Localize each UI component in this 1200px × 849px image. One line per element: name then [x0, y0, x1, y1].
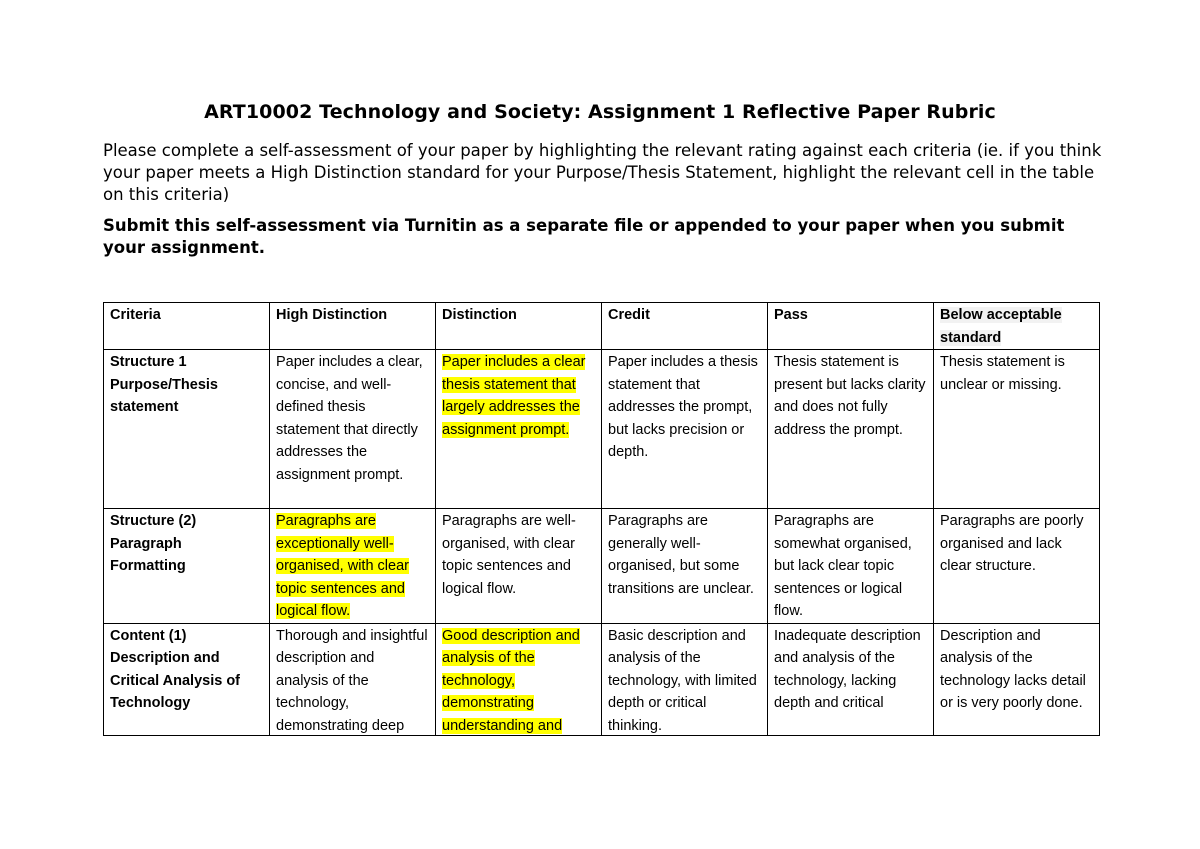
criterion-line: Content (1): [110, 627, 187, 644]
criterion-line: Technology: [110, 695, 191, 711]
criterion-cell: [104, 509, 270, 624]
table-header-row: [104, 303, 1100, 350]
rating-cell[interactable]: [768, 509, 934, 624]
table-row: [104, 350, 1100, 509]
rating-cell[interactable]: [768, 350, 934, 509]
rating-cell-highlighted[interactable]: [270, 509, 436, 624]
criterion-line: Structure (2): [110, 513, 197, 529]
document-title: ART10002 Technology and Society: Assignment 1 Reflective Paper Rubric: [204, 101, 996, 123]
rating-cell-highlighted[interactable]: [436, 623, 602, 735]
rating-cell[interactable]: [270, 623, 436, 735]
rating-text: Good description and analysis of the technology, demonstrating understanding and: [442, 627, 580, 734]
rating-cell[interactable]: [602, 623, 768, 735]
criterion-line: Purpose/Thesis: [110, 376, 218, 393]
header-credit: Credit: [602, 303, 768, 350]
intro-paragraph: Please complete a self-assessment of your paper by highlighting the relevant rating against each criteria (ie. if you think your paper meets a High Distinction standard for your Purpose/Thesis Statement, highlight the relevant cell in the table on this criteria): [103, 141, 1102, 204]
rating-text: Paragraphs are somewhat organised, but lack clear topic sentences or logical flow.: [774, 513, 912, 619]
criterion-line: Structure 1: [110, 354, 187, 370]
rating-text: Thesis statement is present but lacks clarity and does not fully address the prompt.: [774, 354, 926, 438]
rating-text: Paper includes a clear thesis statement that largely addresses the assignment prompt.: [442, 354, 586, 438]
rating-text: Thesis statement is unclear or missing.: [940, 354, 1065, 393]
rating-text: Paragraphs are generally well-organised, but some transitions are unclear.: [608, 513, 754, 597]
rating-text: Thorough and insightful description and analysis of the technology, demonstrating deep: [276, 627, 428, 734]
criterion-line: Description and: [110, 650, 220, 666]
rating-cell[interactable]: [768, 623, 934, 735]
header-distinction: Distinction: [436, 303, 602, 350]
header-below-acceptable-label: Below acceptable standard: [940, 307, 1062, 346]
rating-cell[interactable]: [436, 509, 602, 624]
rubric-table: [103, 302, 1100, 736]
criterion-line: Formatting: [110, 558, 186, 574]
rating-text: Inadequate description and analysis of the technology, lacking depth and critical: [774, 627, 921, 711]
rating-text: Paragraphs are poorly organised and lack clear structure.: [940, 513, 1084, 574]
table-row: [104, 509, 1100, 624]
rating-text: Paragraphs are well-organised, with clear topic sentences and logical flow.: [442, 513, 576, 597]
submit-instruction: Submit this self-assessment via Turnitin as a separate file or appended to your paper when you submit your assignment.: [103, 216, 1065, 257]
criterion-cell: [104, 623, 270, 735]
rating-text: Description and analysis of the technology lacks detail or is very poorly done.: [940, 627, 1086, 711]
rating-cell[interactable]: [602, 509, 768, 624]
header-below-acceptable: [934, 303, 1100, 350]
rating-cell[interactable]: [602, 350, 768, 509]
criterion-line: Paragraph: [110, 535, 182, 552]
header-high-distinction: High Distinction: [270, 303, 436, 350]
rating-cell[interactable]: [270, 350, 436, 509]
header-criteria: Criteria: [104, 303, 270, 350]
rating-text: Paper includes a clear, concise, and well-defined thesis statement that directly addresses the assignment prompt.: [276, 354, 423, 483]
header-pass: Pass: [768, 303, 934, 350]
criterion-cell: [104, 350, 270, 509]
rating-cell[interactable]: [934, 350, 1100, 509]
table-row: [104, 623, 1100, 735]
rating-text: Basic description and analysis of the technology, with limited depth or critical thinking.: [608, 627, 757, 734]
rating-cell-highlighted[interactable]: [436, 350, 602, 509]
rating-cell[interactable]: [934, 509, 1100, 624]
rating-text: Paper includes a thesis statement that addresses the prompt, but lacks precision or depth.: [608, 354, 758, 460]
rating-text: Paragraphs are exceptionally well-organised, with clear topic sentences and logical flow.: [276, 513, 409, 619]
criterion-line: statement: [110, 399, 179, 415]
rating-cell[interactable]: [934, 623, 1100, 735]
criterion-line: Critical Analysis of: [110, 672, 241, 689]
